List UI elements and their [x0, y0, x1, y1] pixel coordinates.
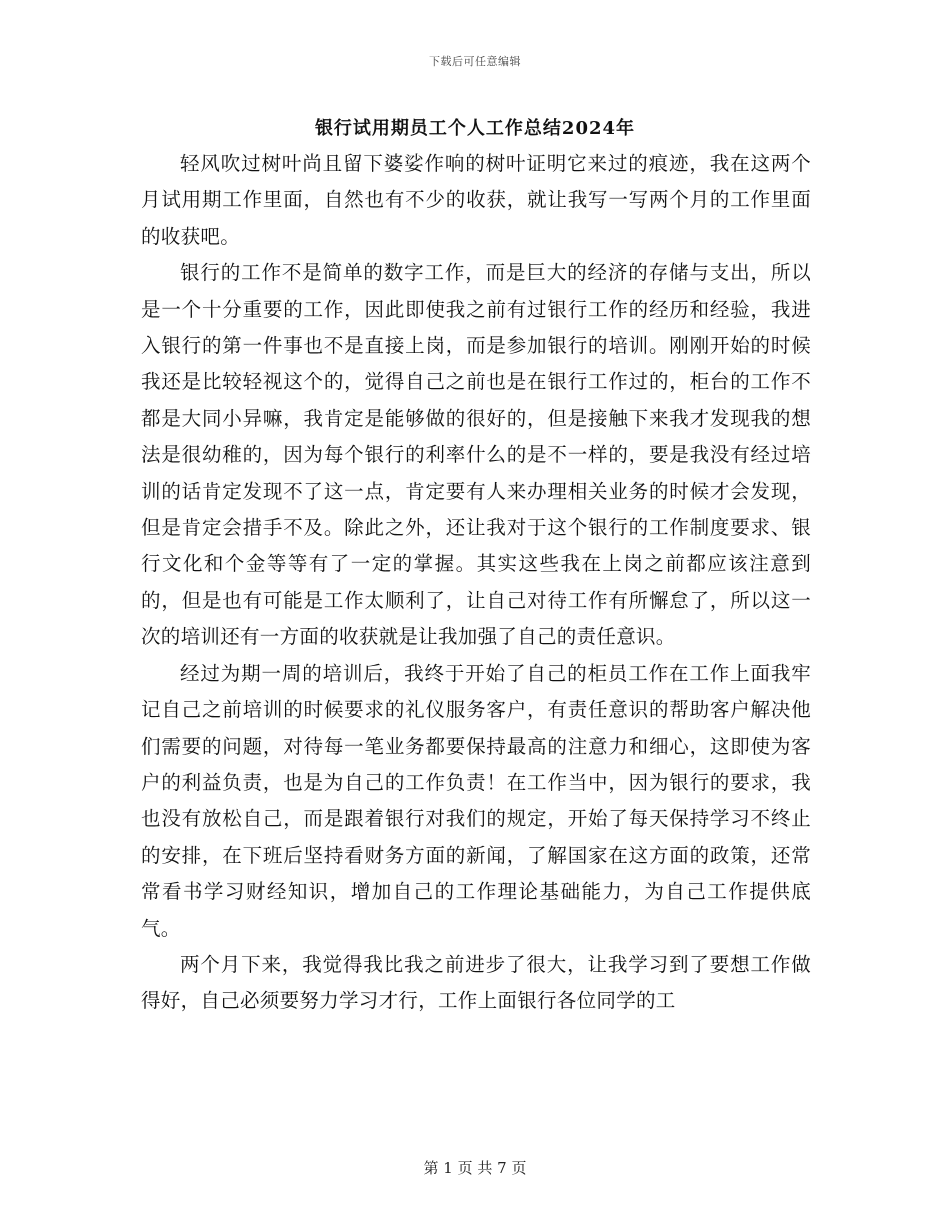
- document-body: [141, 146, 811, 1020]
- body-paragraph: 银行的工作不是简单的数字工作，而是巨大的经济的存储与支出，所以是一个十分重要的工作，因此即使我之前有过银行工作的经历和经验，我进入银行的第一件事也不是直接上岗，而是参加银行的培训。刚刚开始的时候我还是比较轻视这个的，觉得自己之前也是在银行工作过的，柜台的工作不都是大同小异嘛，我肯定是能够做的很好的，但是接触下来我才发现我的想法是很幼稚的，因为每个银行的利率什么的是不一样的，要是我没有经过培训的话肯定发现不了这一点，肯定要有人来办理相关业务的时候才会发现，但是肯定会措手不及。除此之外，还让我对于这个银行的工作制度要求、银行文化和个金等等有了一定的掌握。其实这些我在上岗之前都应该注意到的，但是也有可能是工作太顺利了，让自己对待工作有所懈怠了，所以这一次的培训还有一方面的收获就是让我加强了自己的责任意识。: [141, 261, 811, 649]
- page-number: 第 1 页 共 7 页: [423, 1159, 527, 1177]
- body-paragraph: 两个月下来，我觉得我比我之前进步了很大，让我学习到了要想工作做得好，自己必须要努力学习才行，工作上面银行各位同学的工: [141, 952, 811, 1013]
- body-paragraph: 轻风吹过树叶尚且留下婆娑作响的树叶证明它来过的痕迹，我在这两个月试用期工作里面，自然也有不少的收获，就让我写一写两个月的工作里面的收获吧。: [141, 152, 811, 248]
- body-paragraph: 经过为期一周的培训后，我终于开始了自己的柜员工作在工作上面我牢记自己之前培训的时候要求的礼仪服务客户，有责任意识的帮助客户解决他们需要的问题，对待每一笔业务都要保持最高的注意力和细心，这即使为客户的利益负责，也是为自己的工作负责！在工作当中，因为银行的要求，我也没有放松自己，而是跟着银行对我们的规定，开始了每天保持学习不终止的安排，在下班后坚持看财务方面的新闻，了解国家在这方面的政策，还常常看书学习财经知识，增加自己的工作理论基础能力，为自己工作提供底气。: [141, 661, 811, 940]
- page-header-note: 下载后可任意编辑: [429, 55, 521, 68]
- document-title: 银行试用期员工个人工作总结2024年: [314, 118, 636, 139]
